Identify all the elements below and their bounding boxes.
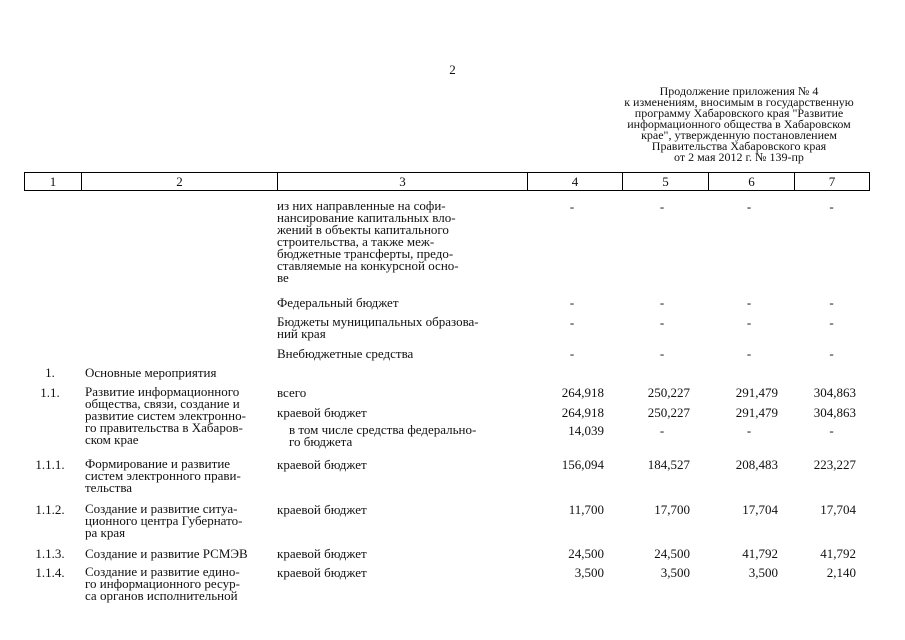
table-cell-c1: 1.1.2.	[35, 502, 65, 517]
table-cell-c1: 1.1.4.	[35, 565, 65, 580]
table-cell-c6: 291,479	[735, 385, 778, 400]
table-cell-c3: Внебюджетные средства	[277, 346, 414, 361]
table-cell-c6: -	[746, 346, 752, 361]
column-number: 4	[528, 173, 623, 191]
table-cell-c4: 264,918	[561, 405, 604, 420]
header-note-line: к изменениям, вносимым в государственную	[624, 95, 854, 109]
table-row	[24, 501, 869, 540]
table-cell-c7: 304,863	[813, 385, 856, 400]
table-row	[24, 564, 869, 603]
table-cell-c2: Создание и развитие РСМЭВ	[85, 546, 248, 561]
table-cell-c6: 41,792	[742, 546, 778, 561]
table-cell-c7: 41,792	[820, 546, 856, 561]
table-cell-c5: 250,227	[647, 385, 690, 400]
table-cell-c7: -	[829, 199, 834, 214]
table-row	[24, 198, 869, 285]
table-cell-c1: 1.1.1.	[35, 457, 65, 472]
table-cell-c6: 3,500	[748, 565, 778, 580]
column-number: 5	[623, 173, 709, 191]
table-cell-c2: Основные мероприятия	[85, 365, 217, 380]
table-cell-c7: -	[829, 423, 834, 438]
table-cell-c2: Создание и развитие едино- го информационного ресур- са органов исполнительной	[85, 564, 240, 603]
table-cell-c4: -	[569, 199, 575, 214]
table-cell-c4: 264,918	[561, 385, 604, 400]
table-cell-c1: 1.	[45, 365, 55, 380]
table-cell-c4: 3,500	[574, 565, 604, 580]
table-cell-c7: 17,704	[820, 502, 856, 517]
header-note-line: Продолжение приложения № 4	[659, 84, 819, 98]
table-cell-c2: Развитие информационного общества, связи, создание и развитие систем электронно- го правительства в Хабаров- ском крае	[85, 384, 246, 447]
table-cell-c4: 156,094	[561, 457, 604, 472]
table-cell-c3: краевой бюджет	[277, 405, 367, 420]
table-row	[24, 405, 869, 420]
table-cell-c4: -	[569, 315, 575, 330]
table-cell-c3: из них направленные на софи- нансирование капитальных вло- жений в объекты капитального строительства, а также меж- бюджетные трансферты, предо- ставляемые на конкурсной осно- ве	[277, 198, 459, 285]
column-number: 7	[795, 173, 870, 191]
table-cell-c7: 304,863	[813, 405, 856, 420]
table-row	[24, 422, 869, 449]
table-cell-c5: -	[659, 423, 665, 438]
table-cell-c4: -	[569, 346, 575, 361]
table-cell-c6: 17,704	[742, 502, 778, 517]
table-cell-c4: -	[569, 295, 575, 310]
table-row	[24, 314, 869, 341]
table-cell-c7: -	[829, 315, 834, 330]
table-cell-c3: краевой бюджет	[277, 502, 367, 517]
table-cell-c7: -	[829, 346, 834, 361]
table-cell-c5: -	[659, 346, 665, 361]
table-row	[24, 295, 869, 310]
header-note-line: крае", утвержденную постановлением	[641, 128, 837, 142]
table-cell-c3: краевой бюджет	[277, 546, 367, 561]
column-number-header	[24, 172, 870, 191]
table-cell-c6: -	[746, 315, 752, 330]
table-cell-c5: 24,500	[654, 546, 690, 561]
table-cell-c5: -	[659, 199, 665, 214]
table-row	[24, 365, 869, 380]
table-cell-c3: Федеральный бюджет	[277, 295, 399, 310]
table-cell-c7: 2,140	[826, 565, 856, 580]
table-cell-c6: 291,479	[735, 405, 778, 420]
table-cell-c3: всего	[277, 385, 307, 400]
table-row	[24, 456, 869, 495]
table-cell-c1: 1.1.3.	[35, 546, 65, 561]
table-cell-c3: в том числе средства федерально- го бюджета	[289, 422, 477, 449]
header-note-line: программу Хабаровского края "Развитие	[634, 106, 844, 120]
table-cell-c3: Бюджеты муниципальных образова- ний края	[277, 314, 479, 341]
table-cell-c7: 223,227	[813, 457, 856, 472]
table-cell-c5: 3,500	[660, 565, 690, 580]
table-cell-c4: 24,500	[568, 546, 604, 561]
column-number: 6	[709, 173, 795, 191]
page-number: 2	[449, 62, 456, 77]
table-cell-c3: краевой бюджет	[277, 565, 367, 580]
header-note-line: Правительства Хабаровского края	[651, 139, 827, 153]
table-cell-c5: 184,527	[647, 457, 690, 472]
table-cell-c2: Создание и развитие ситуа- ционного центра Губернато- ра края	[85, 501, 243, 540]
table-row	[24, 546, 869, 561]
table-cell-c2: Формирование и развитие систем электронного прави- тельства	[85, 456, 241, 495]
table-cell-c5: -	[659, 295, 665, 310]
header-note-line: информационного общества в Хабаровском	[627, 117, 851, 131]
column-number: 2	[82, 173, 278, 191]
appendix-header-note	[609, 86, 869, 163]
header-note-line: от 2 мая 2012 г. № 139-пр	[674, 150, 804, 164]
table-cell-c6: -	[746, 199, 752, 214]
table-cell-c4: 14,039	[568, 423, 604, 438]
table-cell-c1: 1.1.	[40, 385, 60, 400]
table-cell-c6: 208,483	[735, 457, 778, 472]
column-number: 1	[25, 173, 82, 191]
table-cell-c5: 17,700	[654, 502, 690, 517]
table-cell-c7: -	[829, 295, 834, 310]
table-cell-c4: 11,700	[568, 502, 604, 517]
table-cell-c5: 250,227	[647, 405, 690, 420]
table-row	[24, 346, 869, 361]
column-number: 3	[278, 173, 528, 191]
table-cell-c6: -	[746, 295, 752, 310]
table-cell-c3: краевой бюджет	[277, 457, 367, 472]
table-cell-c5: -	[659, 315, 665, 330]
table-cell-c6: -	[746, 423, 752, 438]
